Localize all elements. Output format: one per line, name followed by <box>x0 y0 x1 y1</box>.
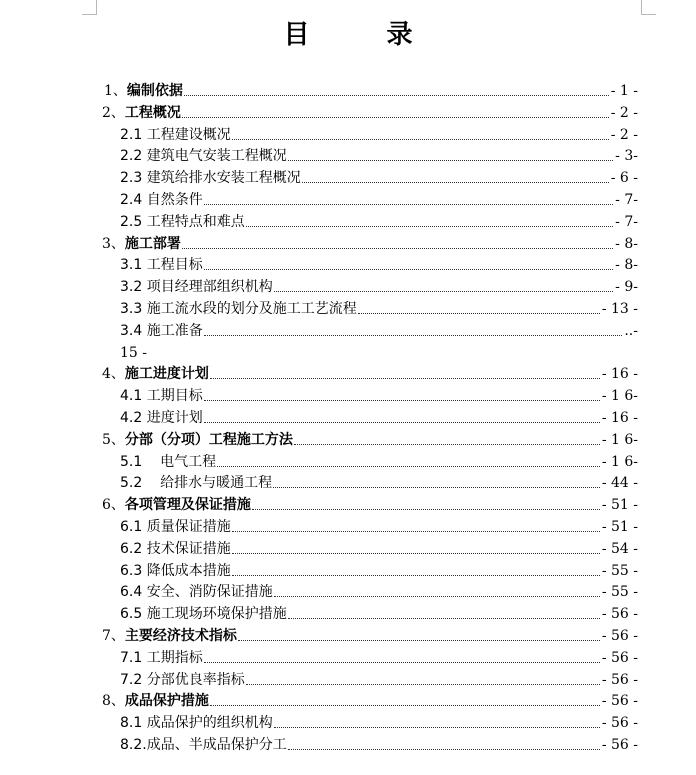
toc-entry-label <box>120 669 246 691</box>
toc-entry-number: 7.2 <box>120 671 147 688</box>
toc-entry-label <box>102 363 210 385</box>
toc-entry[interactable] <box>0 363 696 385</box>
toc-dot-leader <box>217 466 600 467</box>
toc-entry-text: 工程建设概况 <box>146 126 231 143</box>
toc-entry-page: - 8- <box>613 254 638 276</box>
toc-entry-number: 7、 <box>102 628 125 644</box>
toc-entry-page: - 3- <box>613 145 638 167</box>
toc-entry-page: - 7- <box>613 189 638 211</box>
toc-entry-page: - 51 - <box>600 494 638 516</box>
toc-entry-text: 各项管理及保证措施 <box>124 497 251 514</box>
toc-dot-leader <box>274 291 613 292</box>
toc-entry-number: 5.2 <box>120 475 161 492</box>
toc-entry-page: - 1 6- <box>600 451 638 473</box>
crop-mark-top-right <box>641 0 656 15</box>
toc-dot-leader <box>232 553 600 554</box>
toc-entry-label <box>120 145 288 167</box>
toc-dot-leader <box>246 226 613 227</box>
toc-entry-page: - 56 - <box>600 690 638 712</box>
toc-dot-leader <box>204 422 600 423</box>
toc-entry-text: 成品、半成品保护分工 <box>146 737 287 753</box>
toc-entry[interactable] <box>0 102 696 124</box>
toc-title: 目 录 <box>283 20 447 50</box>
toc-entry-text: 降低成本措施 <box>146 562 231 579</box>
toc-entry-number: 2.5 <box>120 213 147 230</box>
toc-entry-text: 工期目标 <box>146 388 203 405</box>
toc-entry-number: 1、 <box>104 83 127 99</box>
toc-dot-leader <box>232 575 600 576</box>
toc-entry-text: 自然条件 <box>146 192 203 208</box>
toc-dot-leader <box>232 139 609 140</box>
toc-dot-leader <box>204 204 613 205</box>
toc-entry-label <box>120 167 302 189</box>
crop-mark-top-left <box>82 0 97 15</box>
toc-entry-number: 6.2 <box>120 540 147 557</box>
toc-entry-page: - 6 - <box>609 167 638 189</box>
toc-entry-label <box>102 102 182 124</box>
toc-entry-label <box>102 233 182 255</box>
toc-entry-text: 进度计划 <box>146 410 203 426</box>
toc-entry-text: 施工准备 <box>146 322 203 339</box>
toc-entry-label <box>120 211 246 233</box>
toc-entry-number: 4、 <box>102 366 125 383</box>
toc-entry-number: 5.1 <box>120 453 161 470</box>
toc-entry-page: - 56 - <box>600 625 638 647</box>
toc-entry-page: - 1 6- <box>600 385 638 407</box>
toc-entry-page: - 1 - <box>609 80 638 102</box>
toc-entry-text: 施工进度计划 <box>124 366 209 383</box>
toc-entry-page: - 56 - <box>600 734 638 756</box>
toc-entry-label <box>102 625 238 647</box>
toc-entry-label <box>120 298 358 320</box>
toc-dot-leader <box>288 160 613 161</box>
toc-entry-text: 安全、消防保证措施 <box>146 584 273 601</box>
toc-entry-text: 编制依据 <box>126 83 183 99</box>
toc-dot-leader <box>273 487 600 488</box>
toc-entry-page: - 56 - <box>600 712 638 734</box>
toc-wrapped-page-number: 15 - <box>120 344 147 361</box>
toc-entry[interactable] <box>0 603 696 625</box>
toc-entry-text: 成品保护措施 <box>124 693 209 710</box>
toc-entry-text: 建筑电气安装工程概况 <box>146 148 287 165</box>
toc-entry[interactable] <box>0 494 696 516</box>
toc-entry[interactable] <box>0 298 696 320</box>
toc-entry[interactable] <box>0 647 696 669</box>
toc-entry-number: 4.1 <box>120 388 147 405</box>
toc-entry-label <box>104 80 184 102</box>
toc-entry-number: 6.5 <box>120 606 147 623</box>
toc-entry-text: 成品保护的组织机构 <box>146 715 273 732</box>
toc-entry-page: - 56 - <box>600 669 638 691</box>
toc-entry[interactable] <box>0 145 696 167</box>
toc-entry[interactable] <box>0 167 696 189</box>
toc-entry-text: 项目经理部组织机构 <box>146 279 273 296</box>
toc-entry[interactable] <box>0 734 696 756</box>
toc-entry-page: - 54 - <box>600 538 638 560</box>
toc-entry[interactable] <box>0 320 696 342</box>
toc-dot-leader <box>274 727 600 728</box>
toc-entry-page: - 44 - <box>600 472 638 494</box>
toc-entry[interactable] <box>0 581 696 603</box>
toc-entry-text: 给排水与暖通工程 <box>160 475 273 492</box>
toc-entry-page: - 55 - <box>600 560 638 582</box>
toc-entry-label <box>120 385 204 407</box>
toc-entry-page: ..- <box>622 320 638 342</box>
toc-entry-number: 6.3 <box>120 562 147 579</box>
toc-entry-number: 4.2 <box>120 410 147 426</box>
toc-entry-label <box>120 734 288 756</box>
toc-entry-label <box>102 429 294 451</box>
toc-entry[interactable] <box>0 669 696 691</box>
toc-dot-leader <box>288 618 600 619</box>
toc-entry[interactable] <box>0 407 696 429</box>
toc-entry-page: - 8- <box>613 233 638 255</box>
toc-entry-number: 6.1 <box>120 519 147 535</box>
toc-entry-page: - 55 - <box>600 581 638 603</box>
toc-entry-label <box>120 712 274 734</box>
toc-entry-page: - 16 - <box>600 363 638 385</box>
toc-entry-text: 分部优良率指标 <box>146 671 245 688</box>
toc-entry[interactable] <box>0 712 696 734</box>
toc-entry[interactable] <box>0 276 696 298</box>
toc-entry-text: 施工现场环境保护措施 <box>146 606 287 623</box>
toc-dot-leader <box>302 182 609 183</box>
toc-entry-text: 施工流水段的划分及施工工艺流程 <box>146 301 357 317</box>
toc-entry-text: 工期指标 <box>146 649 203 666</box>
toc-dot-leader <box>238 640 600 641</box>
toc-entry-text: 质量保证措施 <box>146 519 231 535</box>
toc-entry-number: 2.3 <box>120 170 147 187</box>
toc-entry-page: - 7- <box>613 211 638 233</box>
toc-entry-number: 3.2 <box>120 279 147 296</box>
toc-entry[interactable] <box>0 254 696 276</box>
toc-entry-label <box>120 560 232 582</box>
toc-entry[interactable] <box>0 451 696 473</box>
toc-entry-page: - 9- <box>613 276 638 298</box>
toc-dot-leader <box>204 335 622 336</box>
toc-entry-number: 3、 <box>102 235 125 252</box>
toc-entry-label <box>120 581 274 603</box>
toc-entry-number: 6、 <box>102 497 125 514</box>
toc-entry-page: - 13 - <box>600 298 638 320</box>
toc-dot-leader <box>252 509 600 510</box>
toc-entry-page: - 16 - <box>600 407 638 429</box>
toc-dot-leader <box>182 117 609 118</box>
toc-entry-label <box>120 451 217 473</box>
toc-entry-number: 2.1 <box>120 126 147 143</box>
toc-entry-label <box>120 647 204 669</box>
toc-entry-label <box>120 603 288 625</box>
toc-entry-text: 施工部署 <box>124 235 181 252</box>
toc-entry[interactable] <box>0 625 696 647</box>
toc-entry[interactable] <box>0 538 696 560</box>
toc-entry-number: 2.2 <box>120 148 147 165</box>
toc-entry-number: 8、 <box>102 693 125 710</box>
toc-entry[interactable] <box>0 211 696 233</box>
toc-entry[interactable] <box>0 429 696 451</box>
toc-entry-number: 8.1 <box>120 715 147 732</box>
toc-entry-label <box>120 254 204 276</box>
toc-entry[interactable] <box>0 560 696 582</box>
toc-entry-label <box>120 516 232 538</box>
toc-dot-leader <box>210 705 600 706</box>
toc-entry-number: 3.3 <box>120 301 147 317</box>
toc-entry-label <box>120 276 274 298</box>
toc-entry-label <box>120 124 232 146</box>
toc-dot-leader <box>294 444 600 445</box>
toc-dot-leader <box>288 749 600 750</box>
toc-dot-leader <box>210 378 600 379</box>
toc-entry-label <box>120 472 273 494</box>
toc-dot-leader <box>184 95 609 96</box>
toc-entry-text: 电气工程 <box>160 453 217 470</box>
toc-entry[interactable] <box>0 124 696 146</box>
toc-entry-text: 分部（分项）工程施工方法 <box>124 431 293 448</box>
toc-entry-number: 2、 <box>102 104 125 121</box>
toc-entry-text: 工程特点和难点 <box>146 213 245 230</box>
toc-entry-label <box>120 407 204 429</box>
toc-entry[interactable] <box>0 80 696 102</box>
toc-entry-number: 3.4 <box>120 322 147 339</box>
toc-entry[interactable] <box>0 516 696 538</box>
toc-entry-number: 5、 <box>102 431 125 448</box>
toc-dot-leader <box>182 248 613 249</box>
toc-dot-leader <box>204 269 613 270</box>
toc-dot-leader <box>246 684 600 685</box>
toc-entry[interactable] <box>0 189 696 211</box>
toc-entry-text: 建筑给排水安装工程概况 <box>146 170 301 187</box>
toc-dot-leader <box>204 662 600 663</box>
toc-entry-text: 技术保证措施 <box>146 540 231 557</box>
toc-entry-page: - 56 - <box>600 603 638 625</box>
toc-entry[interactable] <box>0 472 696 494</box>
toc-entry[interactable] <box>0 690 696 712</box>
toc-entry-page: - 2 - <box>609 124 638 146</box>
toc-entry-label <box>120 320 204 342</box>
toc-dot-leader <box>274 596 600 597</box>
toc-entry-number: 6.4 <box>120 584 147 601</box>
toc-entry-label <box>120 538 232 560</box>
toc-entry-text: 工程概况 <box>124 104 181 121</box>
toc-entry-page: - 1 6- <box>600 429 638 451</box>
toc-entry-number: 3.1 <box>120 257 147 274</box>
toc-entry-label <box>120 189 204 211</box>
toc-entry-number: 7.1 <box>120 649 147 666</box>
toc-entry[interactable] <box>0 233 696 255</box>
toc-dot-leader <box>232 531 600 532</box>
toc-entry-label <box>102 690 210 712</box>
toc-entry-text: 工程目标 <box>146 257 203 274</box>
toc-entry[interactable] <box>0 385 696 407</box>
toc-entry-text: 主要经济技术指标 <box>124 628 237 644</box>
toc-entry-number: 2.4 <box>120 192 147 208</box>
toc-entry-page: - 2 - <box>609 102 638 124</box>
toc-dot-leader <box>358 313 600 314</box>
toc-entry-number: 8.2. <box>120 737 147 753</box>
toc-entry-label <box>102 494 252 516</box>
toc-entry-page: - 51 - <box>600 516 638 538</box>
toc-entry-page: - 56 - <box>600 647 638 669</box>
toc-dot-leader <box>204 400 600 401</box>
